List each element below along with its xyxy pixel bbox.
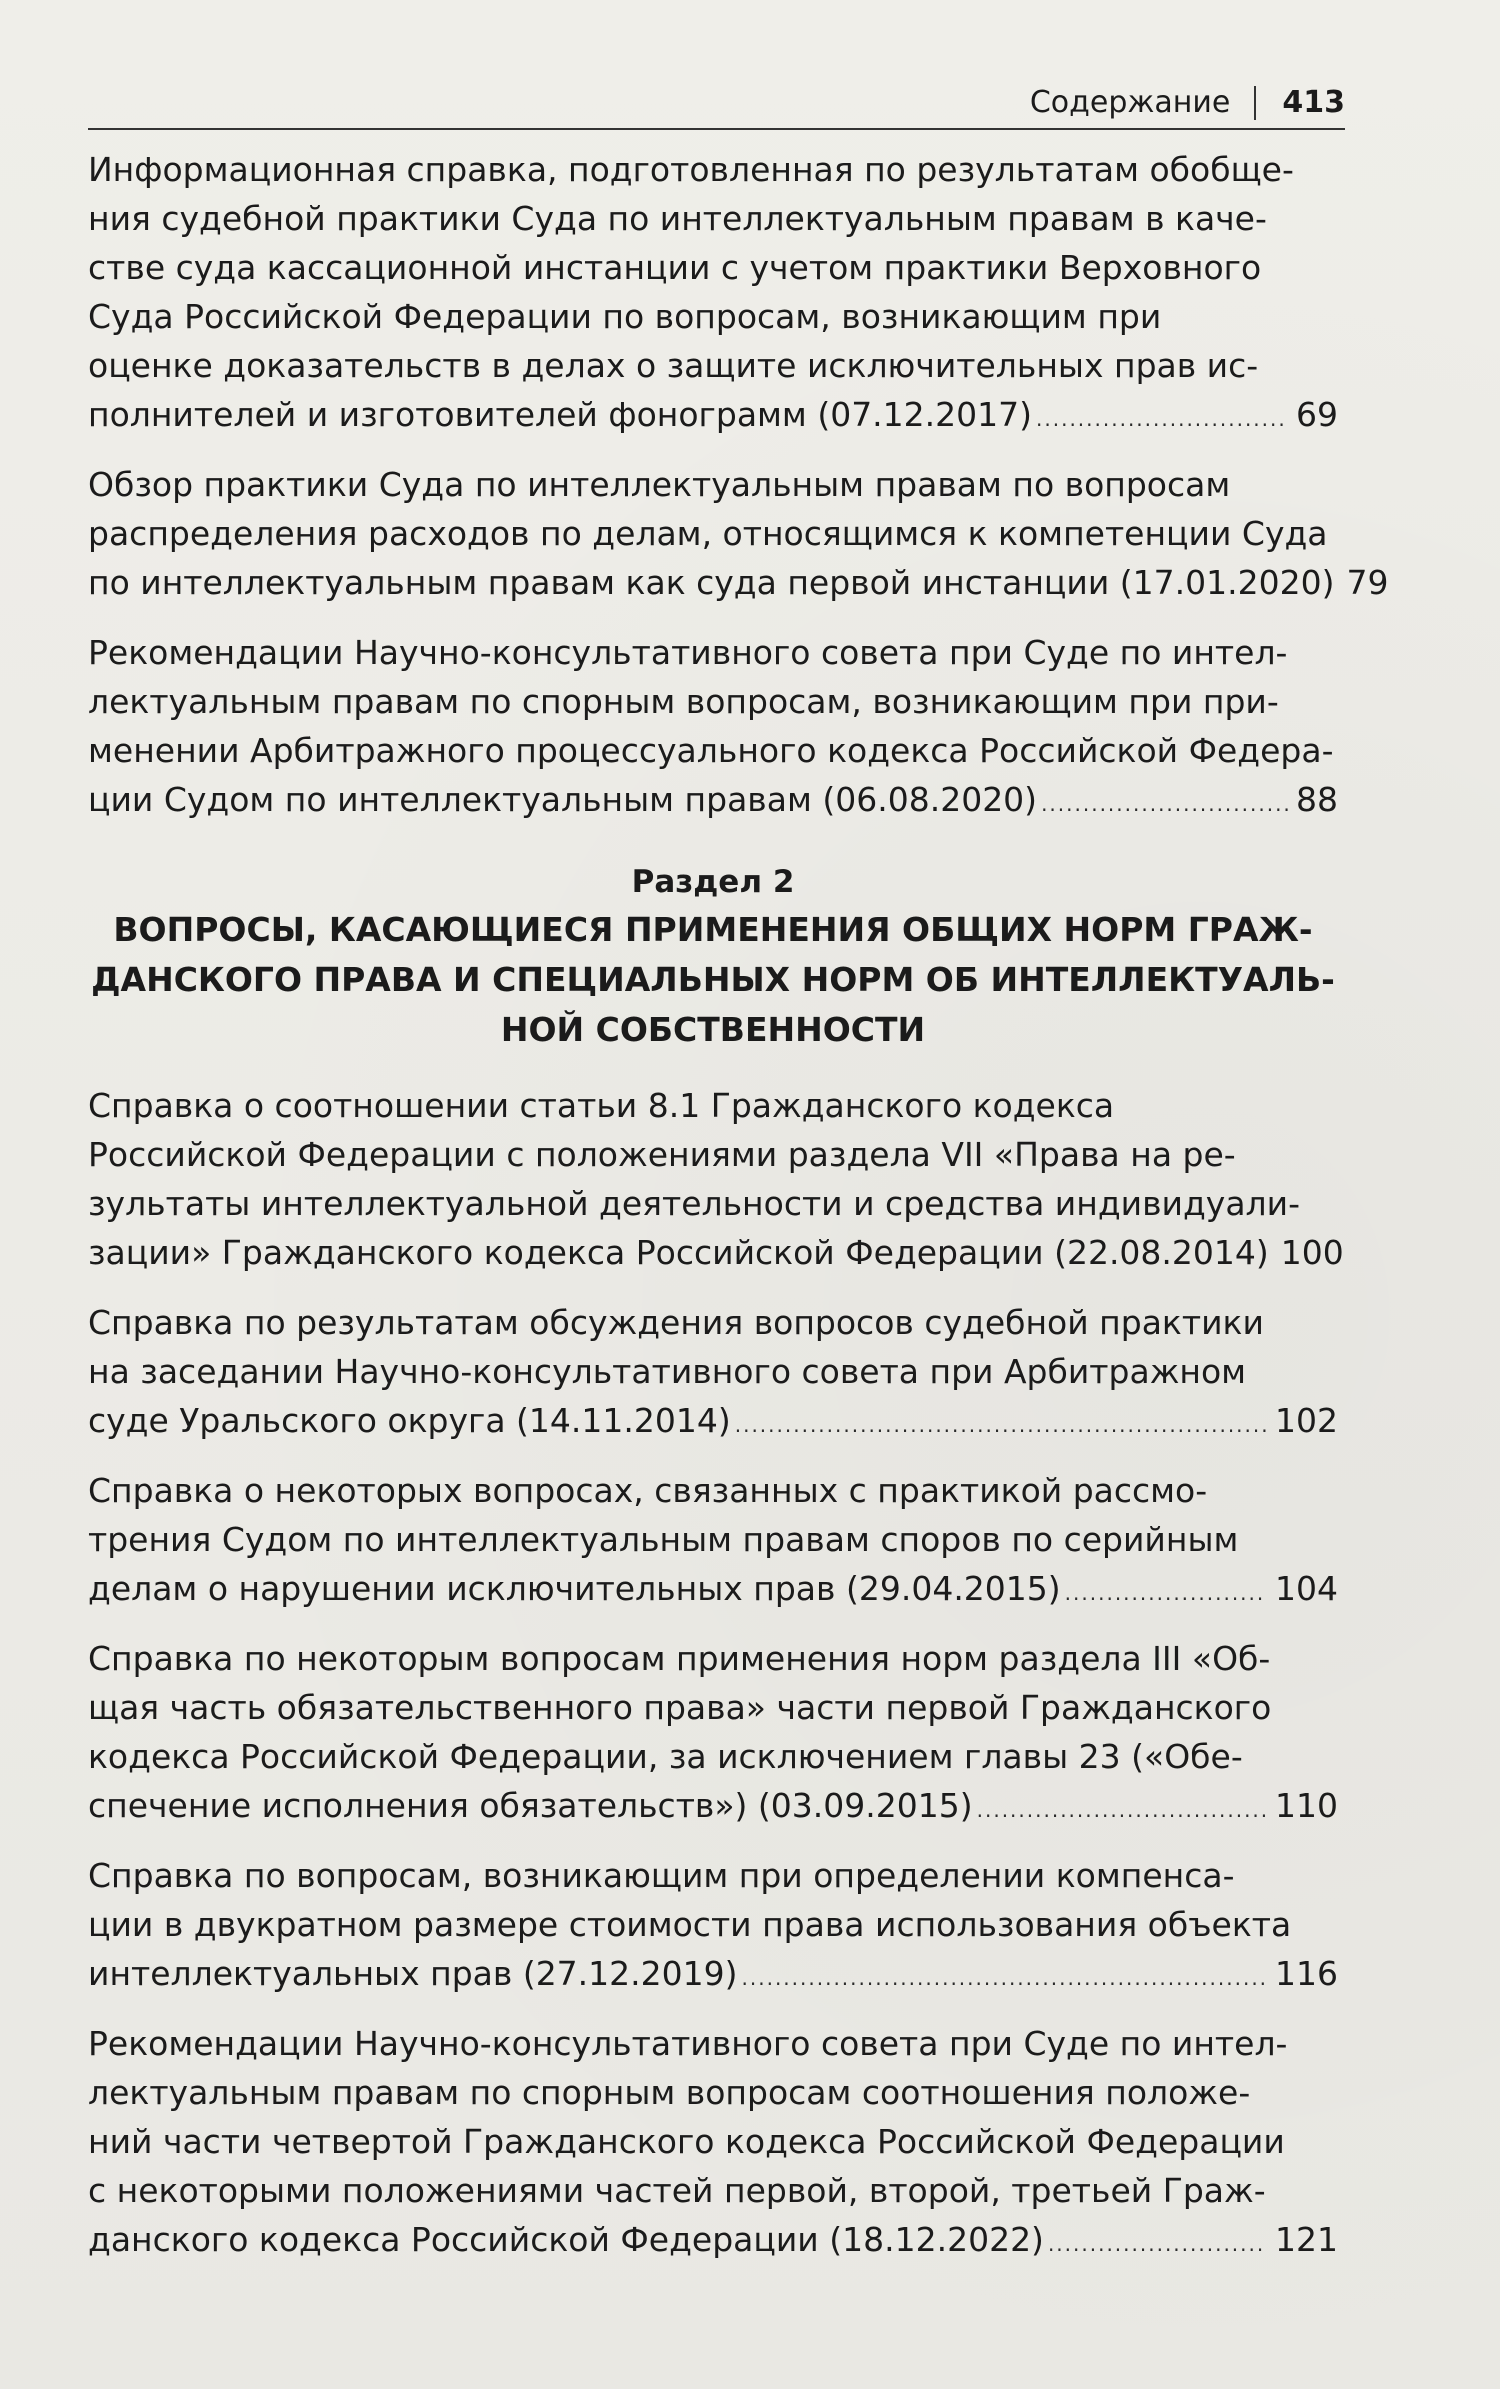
dot-leader bbox=[977, 1786, 1267, 1835]
toc-entry bbox=[88, 1634, 1338, 1835]
toc-entry-line: Рекомендации Научно-консультативного совета при Суде по интел- bbox=[88, 2024, 1288, 2063]
toc-entry-line: зультаты интеллектуальной деятельности и средства индивидуали- bbox=[88, 1184, 1300, 1223]
dot-leader bbox=[735, 1401, 1267, 1450]
dot-leader bbox=[1036, 395, 1288, 444]
toc-entry bbox=[88, 1851, 1338, 2003]
toc-entry-line: распределения расходов по делам, относящимся к компетенции Суда bbox=[88, 514, 1328, 553]
toc-entry-line: лектуальным правам по спорным вопросам соотношения положе- bbox=[88, 2073, 1251, 2112]
toc-entry-last-line bbox=[88, 1228, 1344, 1282]
section-title-line: ДАНСКОГО ПРАВА И СПЕЦИАЛЬНЫХ НОРМ ОБ ИНТЕЛЛЕКТУАЛЬ- bbox=[91, 960, 1335, 999]
toc-page-number: 69 bbox=[1296, 395, 1338, 434]
header-separator bbox=[1254, 86, 1256, 120]
toc-entry-text: полнителей и изготовителей фонограмм (07.12.2017) bbox=[88, 395, 1033, 434]
section-title-line: ВОПРОСЫ, КАСАЮЩИЕСЯ ПРИМЕНЕНИЯ ОБЩИХ НОРМ ГРАЖ- bbox=[113, 910, 1313, 949]
toc-page-number: 110 bbox=[1275, 1786, 1338, 1825]
toc-entry bbox=[88, 1466, 1338, 1618]
toc-entry-line: лектуальным правам по спорным вопросам, возникающим при при- bbox=[88, 682, 1279, 721]
dot-leader bbox=[1041, 780, 1288, 829]
toc-entry-line: Рекомендации Научно-консультативного совета при Суде по интел- bbox=[88, 633, 1288, 672]
toc-page-number: 104 bbox=[1275, 1569, 1338, 1608]
header-title: Содержание bbox=[1029, 85, 1231, 120]
toc-entry-line: Справка о соотношении статьи 8.1 Гражданского кодекса bbox=[88, 1086, 1115, 1125]
section-label: Раздел 2 bbox=[631, 864, 795, 900]
toc-entry-text: зации» Гражданского кодекса Российской Федерации (22.08.2014) bbox=[88, 1233, 1269, 1272]
toc-entry-last-line bbox=[88, 1564, 1338, 1618]
toc-entry-text: интеллектуальных прав (27.12.2019) bbox=[88, 1954, 738, 1993]
toc-entry-text: по интеллектуальным правам как суда первой инстанции (17.01.2020) bbox=[88, 563, 1335, 602]
toc-entry bbox=[88, 1298, 1338, 1450]
toc-entry-last-line bbox=[88, 1781, 1338, 1835]
toc-entry-line: Справка по некоторым вопросам применения норм раздела III «Об- bbox=[88, 1639, 1271, 1678]
toc-entry-last-line bbox=[88, 390, 1338, 444]
table-of-contents bbox=[88, 145, 1389, 2285]
running-header bbox=[88, 78, 1345, 130]
dot-leader bbox=[1048, 2220, 1267, 2269]
toc-entry-line: ния судебной практики Суда по интеллектуальным правам в каче- bbox=[88, 199, 1267, 238]
header-page-number: 413 bbox=[1282, 85, 1345, 120]
section-title-line: НОЙ СОБСТВЕННОСТИ bbox=[500, 1010, 926, 1049]
toc-page-number: 102 bbox=[1275, 1401, 1338, 1440]
toc-entry-line: щая часть обязательственного права» части первой Гражданского bbox=[88, 1688, 1272, 1727]
toc-entry-line: на заседании Научно-консультативного совета при Арбитражном bbox=[88, 1352, 1247, 1391]
toc-entry-line: Справка о некоторых вопросах, связанных с практикой рассмо- bbox=[88, 1471, 1208, 1510]
toc-page-number: 100 bbox=[1280, 1233, 1344, 1272]
toc-entry-line: стве суда кассационной инстанции с учетом практики Верховного bbox=[88, 248, 1262, 287]
toc-page-number: 88 bbox=[1296, 780, 1338, 819]
toc-entry-line: Справка по вопросам, возникающим при определении компенса- bbox=[88, 1856, 1235, 1895]
toc-entry-line: Российской Федерации с положениями раздела VII «Права на ре- bbox=[88, 1135, 1236, 1174]
toc-entry-line: менении Арбитражного процессуального кодекса Российской Федера- bbox=[88, 731, 1334, 770]
toc-entry-last-line bbox=[88, 558, 1389, 612]
toc-entry bbox=[88, 460, 1389, 612]
dot-leader bbox=[742, 1954, 1267, 2003]
toc-entry-last-line bbox=[88, 1396, 1338, 1450]
toc-entry-line: Обзор практики Суда по интеллектуальным правам по вопросам bbox=[88, 465, 1231, 504]
toc-entry-line: ний части четвертой Гражданского кодекса Российской Федерации bbox=[88, 2122, 1285, 2161]
toc-entry bbox=[88, 145, 1338, 444]
toc-entry-line: Справка по результатам обсуждения вопросов судебной практики bbox=[88, 1303, 1264, 1342]
toc-entry bbox=[88, 628, 1338, 829]
toc-entry-text: суде Уральского округа (14.11.2014) bbox=[88, 1401, 731, 1440]
toc-entry-line: оценке доказательств в делах о защите исключительных прав ис- bbox=[88, 346, 1259, 385]
toc-entry bbox=[88, 2019, 1338, 2269]
toc-entry-text: делам о нарушении исключительных прав (29.04.2015) bbox=[88, 1569, 1061, 1608]
toc-entry-line: трения Судом по интеллектуальным правам споров по серийным bbox=[88, 1520, 1239, 1559]
section-heading bbox=[88, 859, 1338, 1055]
toc-entry-text: ции Судом по интеллектуальным правам (06.08.2020) bbox=[88, 780, 1038, 819]
toc-entry-line: Информационная справка, подготовленная по результатам обобще- bbox=[88, 150, 1294, 189]
toc-entry-last-line bbox=[88, 2215, 1338, 2269]
toc-entry-line: ции в двукратном размере стоимости права использования объекта bbox=[88, 1905, 1292, 1944]
dot-leader bbox=[1065, 1569, 1267, 1618]
toc-entry-line: с некоторыми положениями частей первой, второй, третьей Граж- bbox=[88, 2171, 1266, 2210]
toc-entry bbox=[88, 1081, 1344, 1282]
toc-entry-last-line bbox=[88, 775, 1338, 829]
toc-entry-text: данского кодекса Российской Федерации (18.12.2022) bbox=[88, 2220, 1044, 2259]
toc-entry-last-line bbox=[88, 1949, 1338, 2003]
toc-entry-line: Суда Российской Федерации по вопросам, возникающим при bbox=[88, 297, 1162, 336]
toc-entry-text: спечение исполнения обязательств») (03.09.2015) bbox=[88, 1786, 973, 1825]
toc-page-number: 121 bbox=[1275, 2220, 1338, 2259]
toc-page-number: 116 bbox=[1275, 1954, 1338, 1993]
toc-entry-line: кодекса Российской Федерации, за исключением главы 23 («Обе- bbox=[88, 1737, 1243, 1776]
toc-page-number: 79 bbox=[1346, 563, 1389, 602]
